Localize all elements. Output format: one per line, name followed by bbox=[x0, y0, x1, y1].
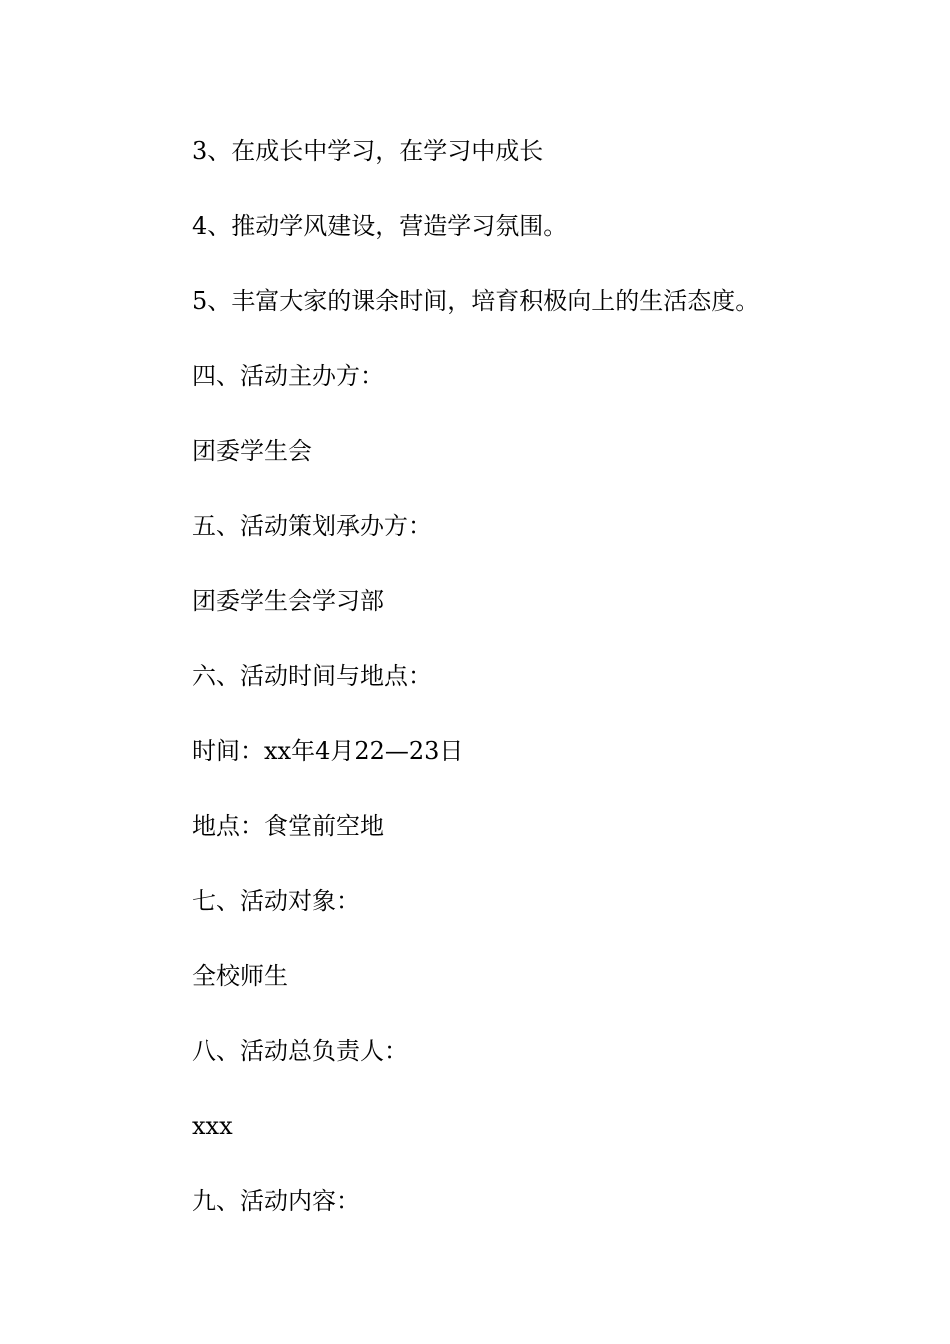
section-heading-leader: 八、活动总负责人： bbox=[192, 1037, 408, 1065]
goal-item-3: 3、在成长中学习，在学习中成长 bbox=[192, 137, 544, 165]
section-heading-audience: 七、活动对象： bbox=[192, 887, 360, 915]
goal-item-5: 5、丰富大家的课余时间，培育积极向上的生活态度。 bbox=[192, 287, 760, 315]
goal-item-4: 4、推动学风建设，营造学习氛围。 bbox=[192, 212, 568, 240]
time-value: 时间：xx年4月22—23日 bbox=[192, 737, 464, 765]
section-heading-time-place: 六、活动时间与地点： bbox=[192, 662, 432, 690]
section-heading-content: 九、活动内容： bbox=[192, 1187, 360, 1215]
audience-value: 全校师生 bbox=[192, 962, 288, 990]
section-heading-planner: 五、活动策划承办方： bbox=[192, 512, 432, 540]
organizer-value: 团委学生会 bbox=[192, 437, 312, 465]
section-heading-organizer: 四、活动主办方： bbox=[192, 362, 384, 390]
place-value: 地点：食堂前空地 bbox=[192, 812, 384, 840]
planner-value: 团委学生会学习部 bbox=[192, 587, 384, 615]
document-body bbox=[192, 130, 812, 1255]
leader-value: xxx bbox=[192, 1112, 233, 1140]
